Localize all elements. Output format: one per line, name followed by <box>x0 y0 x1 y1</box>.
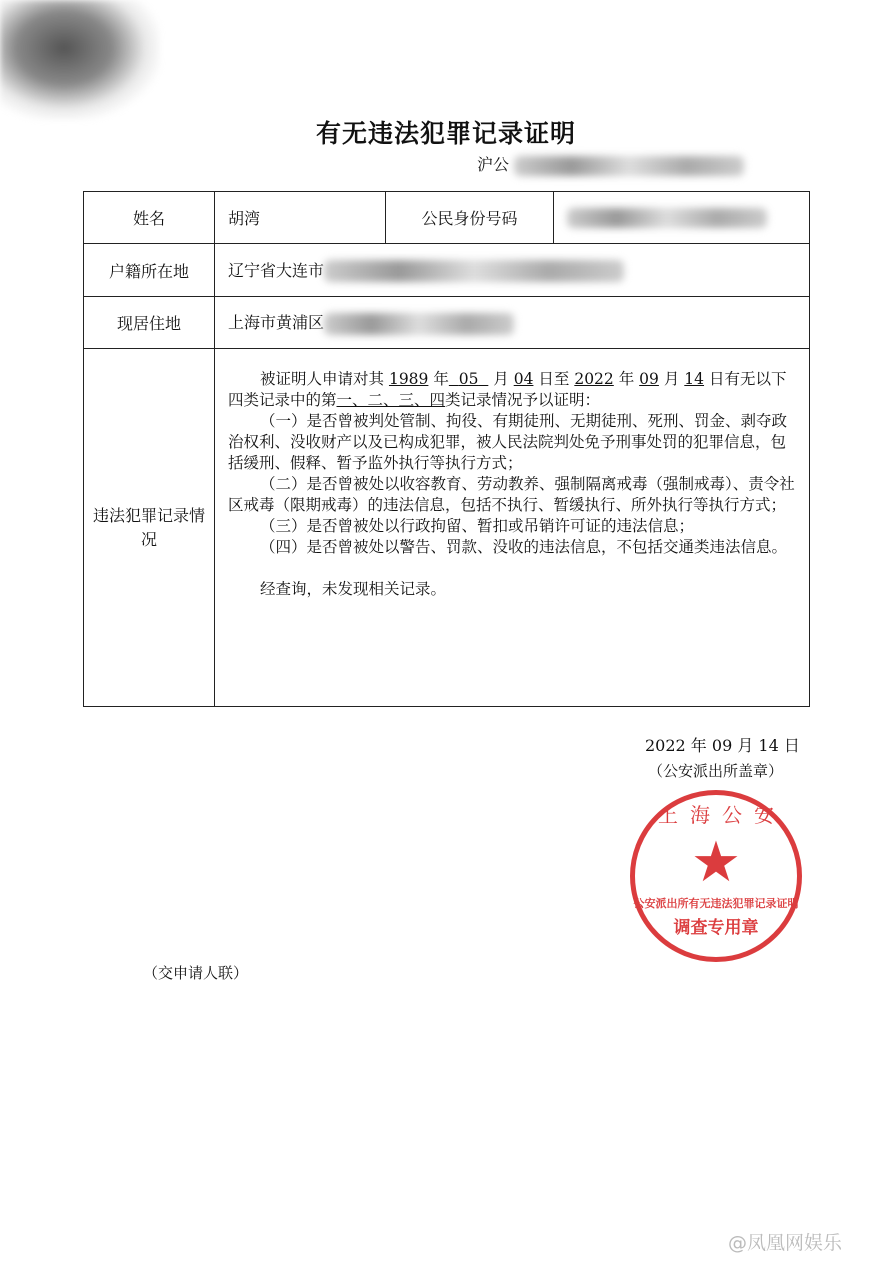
record-body <box>215 349 810 707</box>
name-label: 姓名 <box>84 192 215 244</box>
residence-value <box>215 297 810 349</box>
redaction-scribble <box>0 0 160 120</box>
id-label: 公民身份号码 <box>386 192 554 244</box>
document-number <box>477 152 744 176</box>
query-result: 经查询，未发现相关记录。 <box>260 580 447 598</box>
hukou-text: 辽宁省大连市 <box>228 260 325 280</box>
category-1: （一）是否曾被判处管制、拘役、有期徒刑、无期徒刑、死刑、罚金、剥夺政治权利、没收财产以及已构成犯罪，被人民法院判处免予刑事处罚的犯罪信息，包括缓刑、假释、暂予监外执行等执行方式； <box>228 412 788 472</box>
copy-note: （交申请人联） <box>143 964 249 982</box>
id-value <box>554 192 810 244</box>
redacted-number <box>514 156 744 176</box>
seal-line-2: 调查专用章 <box>673 918 759 938</box>
seal-note: （公安派出所盖章） <box>648 762 784 780</box>
seal-top-text: 上海公安 <box>658 803 786 827</box>
name-value: 胡湾 <box>215 192 386 244</box>
redacted-address <box>324 260 624 282</box>
official-seal <box>630 790 802 962</box>
doc-number-prefix: 沪公 <box>477 155 510 174</box>
watermark: @凤凰网娱乐 <box>728 1232 843 1254</box>
residence-text: 上海市黄浦区 <box>228 313 325 333</box>
hukou-value <box>215 244 810 297</box>
star-icon: ★ <box>690 830 742 895</box>
certificate-table <box>83 191 810 707</box>
intro-paragraph: 被证明人申请对其 1989 年 05 月 04 日至 2022 年 09 月 14 日有无以下四类记录中的第一、二、三、四类记录情况予以证明： <box>228 370 787 409</box>
issue-date: 2022 年 09 月 14 日 <box>645 736 800 755</box>
category-2: （二）是否曾被处以收容教育、劳动教养、强制隔离戒毒（强制戒毒）、责令社区戒毒（限期戒毒）的违法信息，包括不执行、暂缓执行、所外执行等执行方式； <box>228 475 795 514</box>
record-label: 违法犯罪记录情况 <box>84 349 215 707</box>
category-3: （三）是否曾被处以行政拘留、暂扣或吊销许可证的违法信息； <box>260 517 695 535</box>
seal-line-1: 公安派出所有无违法犯罪记录证明 <box>633 897 799 910</box>
residence-label: 现居住地 <box>84 297 215 349</box>
redacted-id <box>567 208 767 228</box>
redacted-residence <box>324 313 514 335</box>
hukou-label: 户籍所在地 <box>84 244 215 297</box>
category-4: （四）是否曾被处以警告、罚款、没收的违法信息，不包括交通类违法信息。 <box>260 538 788 556</box>
document-title: 有无违法犯罪记录证明 <box>315 119 576 148</box>
